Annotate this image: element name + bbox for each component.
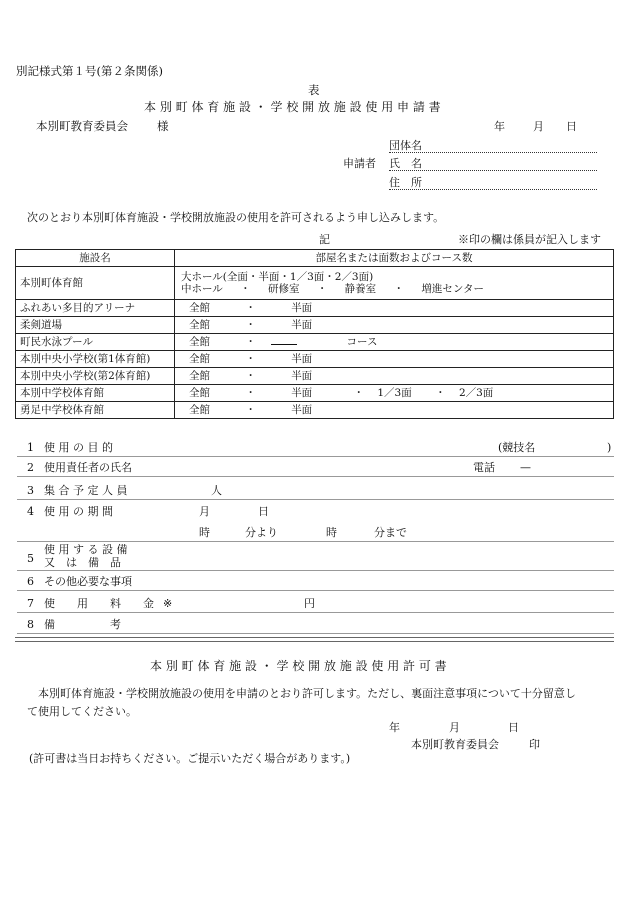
permit-month: 月 <box>449 721 460 734</box>
room-option[interactable]: 増進センター <box>421 283 484 295</box>
item-3-number: 3 <box>27 484 34 497</box>
permit-note: (許可書は当日お持ちください。ご提示いただく場合があります。) <box>29 752 351 765</box>
people-unit: 人 <box>211 484 222 497</box>
honorific: 様 <box>157 119 169 133</box>
facility-name: 本別町体育館 <box>16 267 175 300</box>
facility-header: 施設名 <box>16 250 175 267</box>
room-option[interactable]: 大ホール(全面・半面・1／3面・2／3面) <box>181 270 374 283</box>
staff-note: ※印の欄は係員が記入します <box>458 233 601 246</box>
item-2-label: 使用責任者の氏名 <box>44 461 132 474</box>
room-option[interactable]: 全館 <box>189 403 210 416</box>
lane-count-field[interactable] <box>271 335 297 345</box>
event-name-close: ) <box>607 441 612 454</box>
item-2-number: 2 <box>27 461 34 474</box>
item-5-number: 5 <box>27 552 34 565</box>
org-name-field[interactable] <box>389 152 597 153</box>
facility-name: 町民水泳プール <box>16 334 175 351</box>
table-row <box>16 334 614 351</box>
separator: ・ <box>393 283 405 295</box>
facility-name: 柔剣道場 <box>16 317 175 334</box>
item-7-label: 使 用 料 金 <box>44 597 154 610</box>
facility-name: ふれあい多目的アリーナ <box>16 300 175 317</box>
item-8-label: 備 考 <box>44 618 121 631</box>
facility-name: 本別中央小学校(第2体育館) <box>16 368 175 385</box>
fee-unit: 円 <box>304 597 315 610</box>
person-name-label: 氏 名 <box>389 157 422 170</box>
addressee: 本別町教育委員会 <box>36 119 128 133</box>
separator: ・ <box>245 352 256 365</box>
separator: ・ <box>245 318 256 331</box>
phone-label: 電話 <box>473 461 495 474</box>
separator: ・ <box>245 301 256 314</box>
permit-year: 年 <box>389 721 400 734</box>
separator: ・ <box>435 386 446 399</box>
item-8-number: 8 <box>27 618 34 631</box>
end-hour: 時 <box>326 526 337 539</box>
form-reference: 別記様式第１号(第２条関係) <box>16 64 163 78</box>
intro-text: 次のとおり本別町体育施設・学校開放施設の使用を許可されるよう申し込みします。 <box>27 211 445 224</box>
start-hour: 時 <box>199 526 210 539</box>
end-minute: 分まで <box>374 526 407 539</box>
attendee-count-field[interactable] <box>17 499 614 500</box>
room-option[interactable]: 半面 <box>291 318 313 331</box>
room-option[interactable]: 全館 <box>189 318 210 331</box>
room-option[interactable]: 静養室 <box>344 283 377 295</box>
table-row <box>16 385 614 402</box>
fee-field[interactable] <box>17 612 614 613</box>
person-name-field[interactable] <box>389 170 597 171</box>
permit-title: 本 別 町 体 育 施 設 ・ 学 校 開 放 施 設 使 用 許 可 書 <box>150 659 447 673</box>
address-label: 住 所 <box>389 176 422 189</box>
facility-name: 本別中学校体育館 <box>16 385 175 402</box>
seal-mark: 印 <box>529 738 540 751</box>
facility-name: 勇足中学校体育館 <box>16 402 175 419</box>
room-option[interactable]: 研修室 <box>267 283 300 295</box>
room-option[interactable]: 2／3面 <box>458 386 494 399</box>
room-option[interactable]: 1／3面 <box>377 386 412 399</box>
item-6-number: 6 <box>27 575 34 588</box>
date-month: 月 <box>533 120 544 133</box>
separator: ・ <box>240 283 251 295</box>
room-option[interactable]: 全館 <box>189 352 210 365</box>
period-field[interactable] <box>17 541 614 542</box>
staff-mark: ※ <box>163 597 173 610</box>
room-option[interactable]: 半面 <box>291 386 313 399</box>
separator: ・ <box>245 336 256 349</box>
item-1-label: 使 用 の 目 的 <box>44 441 113 454</box>
separator: ・ <box>245 403 256 416</box>
remarks-field[interactable] <box>17 633 614 634</box>
table-row <box>16 368 614 385</box>
table-row <box>16 267 614 300</box>
date-year: 年 <box>494 120 505 133</box>
period-month: 月 <box>199 505 210 518</box>
applicant-label: 申請者 <box>343 157 376 170</box>
front-mark: 表 <box>308 83 320 97</box>
address-field[interactable] <box>389 189 597 190</box>
room-option[interactable]: 中ホール <box>181 283 223 295</box>
period-day: 日 <box>258 505 269 518</box>
item-5-label-bottom: 又 は 備 品 <box>44 556 121 569</box>
date-day: 日 <box>566 120 577 133</box>
room-option[interactable]: 半面 <box>291 352 313 365</box>
purpose-field[interactable] <box>17 456 614 457</box>
responsible-person-field[interactable] <box>17 476 614 477</box>
room-header: 部屋名または面数およびコース数 <box>175 250 614 267</box>
item-7-number: 7 <box>27 597 34 610</box>
room-option[interactable]: 半面 <box>291 301 313 314</box>
ki-mark: 記 <box>319 233 330 246</box>
facility-name: 本別中央小学校(第1体育館) <box>16 351 175 368</box>
item-4-label: 使 用 の 期 間 <box>44 505 113 518</box>
start-minute: 分より <box>245 526 278 539</box>
permit-issuer: 本別町教育委員会 <box>411 738 499 751</box>
room-option[interactable]: 半面 <box>291 369 313 382</box>
permit-text-line1: 本別町体育施設・学校開放施設の使用を申請のとおり許可します。ただし、裏面注意事項について十分留意し <box>38 687 576 700</box>
room-option[interactable]: 全館 <box>189 369 210 382</box>
permit-day: 日 <box>508 721 519 734</box>
room-option[interactable]: 全館 <box>189 386 210 399</box>
section-divider <box>15 637 614 642</box>
separator: ・ <box>353 386 365 399</box>
application-title: 本 別 町 体 育 施 設 ・ 学 校 開 放 施 設 使 用 申 請 書 <box>144 100 441 114</box>
other-matters-field[interactable] <box>17 590 614 591</box>
separator: ・ <box>245 369 256 382</box>
item-6-label: その他必要な事項 <box>44 575 132 588</box>
org-name-label: 団体名 <box>389 139 422 152</box>
table-row <box>16 300 614 317</box>
table-row <box>16 351 614 368</box>
item-3-label: 集 合 予 定 人 員 <box>44 484 128 497</box>
separator: ・ <box>316 283 328 295</box>
equipment-field[interactable] <box>17 570 614 571</box>
item-4-number: 4 <box>27 505 34 518</box>
separator: ・ <box>245 386 256 399</box>
lane-suffix: コース <box>346 336 378 349</box>
permit-text-line2: て使用してください。 <box>27 705 137 718</box>
item-5-label-top: 使 用 す る 設 備 <box>44 543 128 556</box>
item-1-number: 1 <box>27 441 34 454</box>
table-row <box>16 317 614 334</box>
room-option[interactable]: 半面 <box>291 403 313 416</box>
table-row <box>16 402 614 419</box>
facility-table <box>15 249 614 419</box>
event-name-label: (競技名 <box>498 441 536 454</box>
phone-dash: — <box>520 461 531 474</box>
room-option[interactable]: 全館 <box>189 336 210 349</box>
room-option[interactable]: 全館 <box>189 301 210 314</box>
